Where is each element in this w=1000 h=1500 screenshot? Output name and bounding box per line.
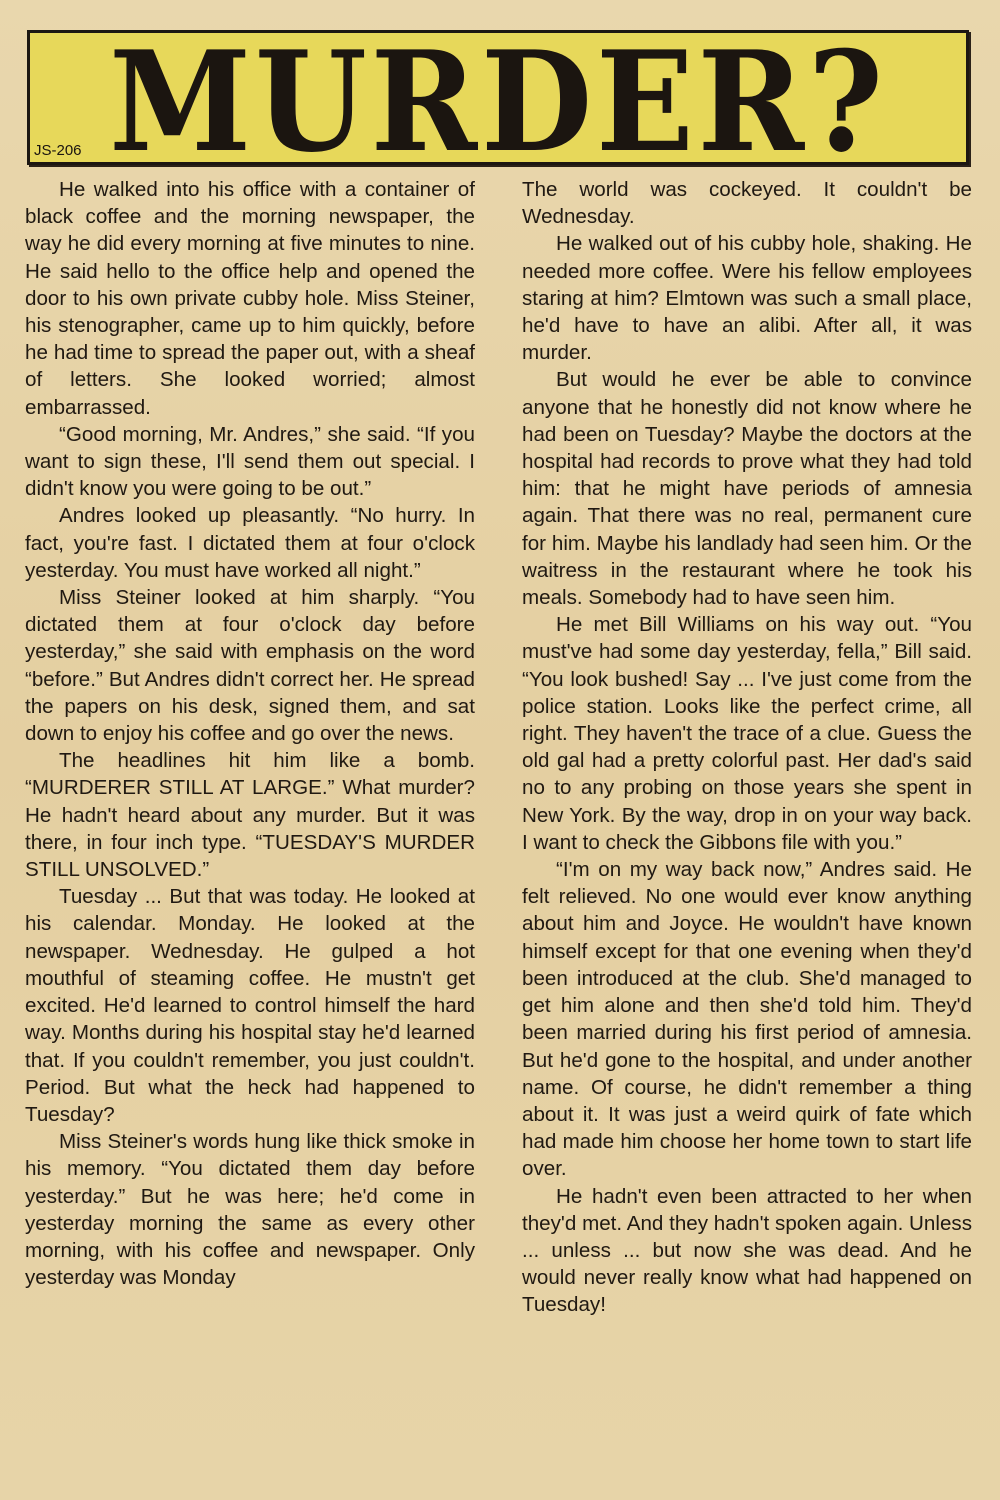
right-text-column (522, 176, 972, 1319)
paragraph: Tuesday ... But that was today. He looked at his calendar. Monday. He looked at the newspaper. Wednesday. He gulped a hot mouthful of steaming coffee. He mustn't get excited. He'd learned to control himself the hard way. Months during his hospital stay he'd learned that. If you couldn't remember, you just couldn't. Period. But what the heck had happened to Tuesday? (25, 885, 475, 1126)
story-title: MURDER? (109, 20, 887, 183)
paragraph: Miss Steiner's words hung like thick smoke in his memory. “You dictated them day before yesterday.” But he was here; he'd come in yesterday morning the same as every other morning, with his coffee and newspaper. Only yesterday was Monday (25, 1130, 475, 1290)
title-banner (27, 20, 969, 183)
paragraph: But would he ever be able to convince anyone that he honestly did not know where he had been on Tuesday? Maybe the doctors at the hospital had records to prove what they had told him: that he might have periods of amnesia again. That there was no real, permanent cure for him. Maybe his landlady had seen him. Or the waitress in the restaurant where he took his meals. Somebody had to have seen him. (522, 368, 972, 610)
paragraph: Miss Steiner looked at him sharply. “You dictated them at four o'clock day before yesterday,” she said with emphasis on the word “before.” But Andres didn't correct her. He spread the papers on his desk, signed them, and sat down to enjoy his coffee and go over the news. (25, 586, 475, 746)
paragraph: “Good morning, Mr. Andres,” she said. “If you want to sign these, I'll send them out special. I didn't know you were going to be out.” (25, 422, 475, 501)
left-text-column (25, 176, 475, 1291)
paragraph: “I'm on my way back now,” Andres said. He felt relieved. No one would ever know anything about him and Joyce. He wouldn't have known himself except for that one evening when they'd been introduced at the club. She'd managed to get him alone and then she'd told him. They'd been married during his first period of amnesia. But he'd gone to the hospital, and under another name. Of course, he didn't remember a thing about it. It was just a weird quirk of fate which had made him choose her home town to start life over. (522, 858, 972, 1181)
paragraph: Andres looked up pleasantly. “No hurry. In fact, you're fast. I dictated them at four o'clock yesterday. You must have worked all night.” (25, 504, 475, 582)
paragraph: He walked out of his cubby hole, shaking. He needed more coffee. Were his fellow employees staring at him? Elmtown was such a small place, he'd have to have an alibi. After all, it was murder. (522, 232, 972, 365)
paragraph: He met Bill Williams on his way out. “You must've had some day yesterday, fella,” Bill said. “You look bushed! Say ... I've just come from the police station. Looks like the perfect crime, all right. They haven't the trace of a clue. Guess the old gal had a pretty colorful past. Her dad's said no to any probing on those years she spent in New York. By the way, drop in on your way back. I want to check the Gibbons file with you.” (522, 613, 972, 854)
paragraph: The headlines hit him like a bomb. “MURDERER STILL AT LARGE.” What murder? He hadn't heard about any murder. But it was there, in four inch type. “TUESDAY'S MURDER STILL UNSOLVED.” (25, 749, 475, 882)
paragraph: He hadn't even been attracted to her when they'd met. And they hadn't spoken again. Unless ... unless ... but now she was dead. And he would never really know what had happened on Tuesday! (522, 1184, 972, 1317)
paragraph: He walked into his office with a container of black coffee and the morning newspaper, the way he did every morning at five minutes to nine. He said hello to the office help and opened the door to his own private cubby hole. Miss Steiner, his stenographer, came up to him quickly, before he had time to spread the paper out, with a sheaf of letters. She looked worried; almost embarrassed. (25, 178, 475, 419)
paragraph-continuation: The world was cockeyed. It couldn't be Wednesday. (522, 178, 972, 229)
issue-code: JS-206 (34, 142, 82, 159)
